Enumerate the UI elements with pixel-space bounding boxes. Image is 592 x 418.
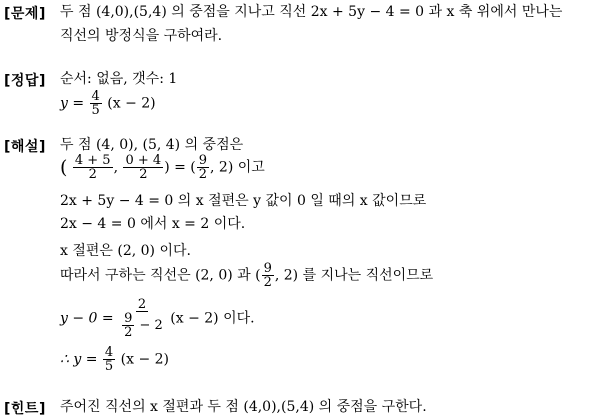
slope-den-frac-num: 9 (124, 311, 133, 326)
solution-line-2: ( $\frac{4 + 5}{2}$ , $\frac{0 + 4}{2}$ ) = ( $\frac{9}{2}$ , 2) 이고 (60, 153, 265, 182)
midpoint-y-den: 2 (139, 167, 148, 182)
final-frac-den: 5 (104, 359, 114, 374)
solution-line-6-a: 따라서 구하는 직선은 (2, 0) 과 ( (60, 267, 261, 284)
midpoint-x-fraction (73, 154, 113, 181)
problem-label: [문제] (4, 6, 46, 22)
problem-line-2: 직선의 방정식을 구하여라. (60, 28, 223, 44)
solution-line-2-mid: ) = ( (164, 159, 196, 176)
solution-line-7 (60, 298, 255, 339)
final-eq-lhs: ∴ y = (60, 351, 98, 368)
slope-num: 2 (137, 297, 147, 312)
slope-eq-rhs: (x − 2) 이다. (170, 310, 255, 327)
slope-den-tail: − 2 (139, 318, 163, 333)
solution-line-3: 2x + 5y − 4 = 0 의 x 절편은 y 값이 0 일 때의 x 값이므로 (60, 193, 427, 209)
final-fraction (103, 346, 115, 373)
solution-line-1: 두 점 (4, 0), (5, 4) 의 중점은 (60, 137, 244, 153)
answer-fraction (90, 90, 102, 117)
solution-line-4: 2x − 4 = 0 에서 x = 2 이다. (60, 216, 246, 232)
answer-line-1: 순서: 없음, 갯수: 1 (60, 71, 178, 87)
answer-eq-lhs: y = (60, 95, 85, 112)
slope-den-fraction (122, 312, 134, 339)
midpoint-result-fraction (197, 154, 209, 181)
answer-label: [정답] (4, 73, 46, 89)
midpoint-y-num: 0 + 4 (125, 153, 162, 168)
hint-text: 주어진 직선의 x 절편과 두 점 (4,0),(5,4) 의 중점을 구한다. (60, 399, 427, 415)
solution-line-2-tail: , 2) 이고 (210, 159, 265, 176)
final-frac-num: 4 (104, 345, 114, 360)
solution-line-6 (60, 262, 433, 289)
slope-eq-lhs: y − 0 = (60, 310, 114, 327)
hint-label: [힌트] (4, 401, 46, 417)
solution-line-6-b: , 2) 를 지나는 직선이므로 (274, 267, 434, 284)
slope-den (119, 312, 165, 339)
answer-frac-den: 5 (91, 103, 100, 118)
midpoint-x-num: 4 + 5 (74, 153, 111, 168)
final-eq-rhs: (x − 2) (120, 351, 169, 368)
slope-fraction (119, 298, 165, 339)
answer-equation (60, 90, 156, 117)
midpoint-result-num: 9 (198, 153, 208, 168)
solution-label: [해설] (4, 139, 46, 155)
solution-line-8 (60, 346, 169, 373)
line6-frac-den: 2 (263, 275, 272, 290)
solution-line-5: x 절편은 (2, 0) 이다. (60, 243, 191, 259)
answer-frac-num: 4 (91, 89, 100, 104)
solution-line-6-fraction (262, 262, 274, 289)
problem-line-1: 두 점 (4,0),(5,4) 의 중점을 지나고 직선 2x + 5y − 4 = 0 과 x 축 위에서 만나는 (60, 4, 563, 20)
midpoint-x-den: 2 (88, 167, 97, 182)
line6-frac-num: 9 (263, 261, 272, 276)
slope-den-frac-den: 2 (124, 325, 133, 340)
midpoint-y-fraction (123, 154, 163, 181)
answer-eq-rhs: (x − 2) (107, 95, 156, 112)
midpoint-result-den: 2 (198, 167, 208, 182)
